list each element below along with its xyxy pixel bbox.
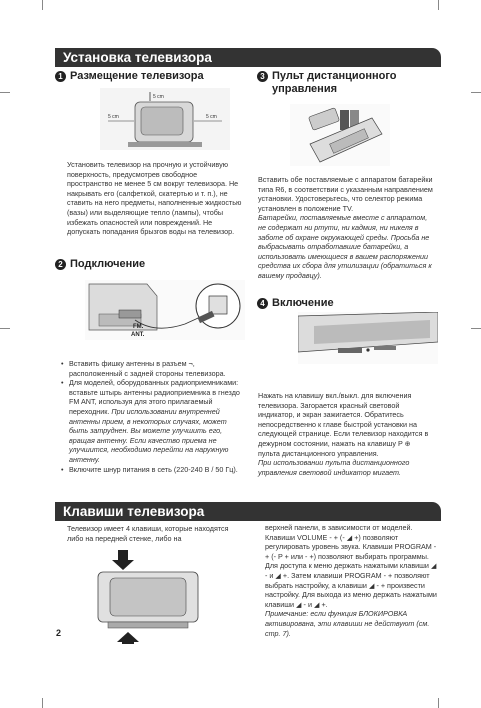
keys-text-right	[265, 523, 438, 638]
connection-text	[61, 359, 245, 474]
heading-text: Подключение	[70, 258, 146, 270]
crop-mark	[438, 698, 439, 708]
page-number: 2	[56, 628, 62, 638]
step-number: 3	[257, 71, 268, 82]
keys-text-left: Телевизор имеет 4 клавиши, которые находятся либо на передней стенке, либо на	[67, 524, 229, 543]
section-banner-installation	[55, 48, 441, 67]
dim-label-left: 5 cm	[108, 114, 119, 120]
remote-text	[258, 175, 434, 281]
power-button-illustration	[298, 312, 438, 364]
placement-heading	[55, 70, 204, 83]
crop-mark	[42, 0, 43, 10]
tv-placement-illustration	[100, 88, 230, 150]
tv-keys-illustration	[88, 548, 208, 644]
section-banner-keys	[55, 502, 441, 521]
placement-text: Установить телевизор на прочную и устойчивую поверхность, предусмотрев свободное пространство не менее 5 см вокруг телевизора. Не накрывать его (салфеткой, скатертью и т. п.), не ставить на него предметы, наполненные жидкостью (вазы) или выделяющие тепло (лампы), чтобы избежать опасностей или повреждений. Не допускать попадания брызгов воды на телевизор.	[67, 160, 242, 237]
power-text	[258, 391, 434, 477]
crop-mark	[471, 328, 481, 329]
heading-text: Включение	[272, 297, 334, 309]
keys-text-normal: верхней панели, в зависимости от моделей. Клавиши VOLUME - + (- ◢ +) позволяют регулировать уровень звука. Клавиши PROGRAM - + (- P + или - +) позволяют выбирать программы. Для доступа к меню держать нажатыми клавиши ◢ - и ◢ +. Затем клавиши PROGRAM - + позволяют выбрать настройку, а клавиши ◢ - + произвести настройку. Для выхода из меню держать нажатыми клавиши ◢ - и ◢ +.	[265, 523, 437, 609]
antenna-connection-illustration	[85, 280, 245, 340]
dim-label-top: 5 cm	[153, 94, 164, 100]
crop-mark	[471, 92, 481, 93]
heading-text: Пульт дистанционного управления	[272, 70, 397, 95]
bullet-italic-text: При использовании внутренней антенны прием, в некоторых случаях, может быть затруднен. Вы можете улучшить его, вращая антенну. Если качество приема не улучшится, необходимо перейти на наружную антенну.	[69, 406, 229, 464]
step-number: 2	[55, 259, 66, 270]
bullet-text: Для моделей, оборудованных радиоприемниками: вставьте штырь антенны радиоприемника в гнездо FM ANT, используя для этого прилагаемый переходник.	[69, 378, 240, 416]
remote-text-normal: Вставить обе поставляемые с аппаратом батарейки типа R6, в соответствии с указанным направлением установки. Удостоверьтесь, что селектор режима установлен в положение TV.	[258, 175, 433, 213]
ant-label: ANT.	[131, 332, 145, 338]
crop-mark	[438, 0, 439, 10]
connection-bullet-2	[61, 378, 245, 464]
fm-label: FM.	[133, 324, 144, 330]
remote-text-italic: Батарейки, поставляемые вместе с аппаратом, не содержат ни ртути, ни кадмия, ни никеля в заботе об охране окружающей среды. Просьба не выбрасывать отработавшие батарейки, а использовать имеющиеся в вашем распоряжении средства их сбора для утилизации (обратиться к вашему продавцу).	[258, 213, 432, 280]
remote-battery-illustration	[290, 104, 390, 166]
crop-mark	[0, 328, 10, 329]
power-text-normal: Нажать на клавишу вкл./выкл. для включения телевизора. Загорается красный световой индикатор, и экран зажигается. Обратитесь непосредственно к главе быстрой установки на следующей странице. Если телевизор находится в дежурном состоянии, нажать на клавишу P ⊕ пульта дистанционного управления.	[258, 391, 429, 458]
heading-text: Размещение телевизора	[70, 70, 204, 82]
power-text-italic: При использовании пульта дистанционного управления световой индикатор мигает.	[258, 458, 410, 477]
connection-bullet-3: • Включите шнур питания в сеть (220-240 В / 50 Гц).	[61, 465, 245, 475]
crop-mark	[0, 92, 10, 93]
section-title: Установка телевизора	[63, 50, 212, 65]
step-number: 4	[257, 298, 268, 309]
connection-heading	[55, 258, 145, 271]
remote-heading	[257, 70, 427, 96]
keys-text-italic: Примечание: если функция БЛОКИРОВКА активирована, эти клавиши не действуют (см. стр. 7).	[265, 609, 430, 638]
dim-label-right: 5 cm	[206, 114, 217, 120]
power-heading	[257, 297, 334, 310]
crop-mark	[42, 698, 43, 708]
section-title: Клавиши телевизора	[63, 504, 205, 519]
connection-bullet-1: • Вставить фишку антенны в разъем ¬, расположенный с задней стороны телевизора.	[61, 359, 245, 378]
step-number: 1	[55, 71, 66, 82]
